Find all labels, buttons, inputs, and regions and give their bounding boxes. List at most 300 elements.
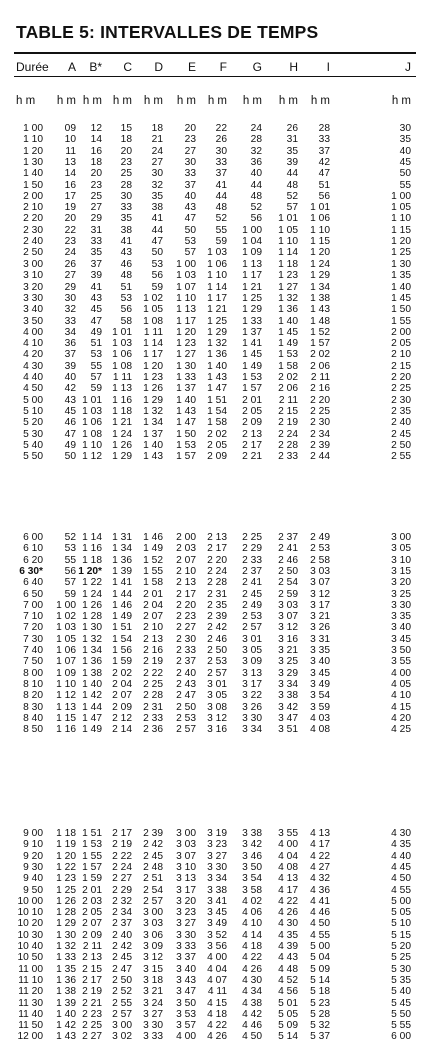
duration-cell: 4 50 [23,383,43,395]
value-cell: 3 15 [391,565,411,577]
value-cell: 1 07 [176,281,196,293]
value-cell: 1 10 [56,678,76,690]
value-cell: 4 07 [207,974,227,986]
column-header-row [0,60,432,74]
value-cell: 4 50 [242,1031,262,1042]
value-cell: 38 [120,224,132,236]
value-cell: 3 09 [143,941,163,952]
duration-cell: 1 10 [23,134,43,146]
value-cell: 32 [151,179,163,191]
value-cell: 1 15 [391,224,411,236]
value-cell: 28 [250,134,262,146]
value-cell: 2 39 [143,828,163,839]
value-cell: 2 53 [207,656,227,668]
units-row [0,95,432,106]
value-cell: 1 24 [310,259,330,270]
table-row [0,964,432,975]
value-cell: 1 45 [242,349,262,361]
table-row [0,577,432,588]
unit-label: h m [176,95,196,107]
value-cell: 1 13 [112,383,132,395]
value-cell: 44 [286,168,298,180]
value-cell: 19 [64,202,76,214]
value-cell: 2 13 [207,532,227,543]
duration-cell: 11 10 [18,974,43,986]
value-cell: 35 [286,145,298,157]
value-cell: 2 01 [143,588,163,600]
value-cell: 33 [215,156,227,168]
value-cell: 28 [120,179,132,191]
value-cell: 2 20 [391,372,411,383]
value-cell: 1 17 [242,270,262,282]
value-cell: 44 [215,190,227,202]
table-row [0,724,432,735]
value-cell: 25 [90,190,102,202]
value-cell: 1 37 [143,428,163,440]
value-cell: 1 33 [242,315,262,327]
value-cell: 3 12 [143,952,163,964]
unit-label: h m [16,95,36,107]
value-cell: 3 30 [242,712,262,724]
duration-cell: 2 50 [23,247,43,259]
table-row [0,873,432,884]
value-cell: 1 20 [391,236,411,247]
value-cell: 1 26 [143,383,163,395]
duration-cell: 6 10 [23,543,43,555]
unit-label: h m [242,95,262,107]
table-row [0,361,432,372]
value-cell: 1 53 [242,372,262,383]
table-row [0,429,432,440]
value-cell: 1 53 [278,349,298,361]
table-row [0,930,432,941]
value-cell: 1 40 [82,678,102,690]
value-cell: 2 57 [176,724,196,736]
value-cell: 2 45 [242,588,262,600]
value-cell: 24 [151,145,163,157]
table-row [0,157,432,168]
value-cell: 42 [318,156,330,168]
value-cell: 1 14 [82,532,102,543]
value-cell: 45 [90,304,102,316]
value-cell: 1 15 [56,712,76,724]
value-cell: 4 00 [391,667,411,679]
value-cell: 15 [120,123,132,134]
value-cell: 5 15 [391,929,411,941]
value-cell: 1 06 [207,259,227,270]
value-cell: 1 10 [391,213,411,225]
value-cell: 16 [64,179,76,191]
value-cell: 2 53 [310,543,330,555]
value-cell: 1 00 [391,190,411,202]
table-row [0,349,432,360]
value-cell: 3 54 [310,690,330,702]
value-cell: 1 36 [207,349,227,361]
value-cell: 2 50 [278,565,298,577]
value-cell: 22 [215,123,227,134]
value-cell: 55 [399,179,411,191]
value-cell: 1 38 [310,292,330,304]
value-cell: 5 09 [310,963,330,975]
value-cell: 2 02 [207,428,227,440]
value-cell: 1 46 [143,532,163,543]
value-cell: 4 20 [391,712,411,724]
value-cell: 1 03 [112,338,132,350]
value-cell: 4 55 [391,884,411,896]
value-cell: 2 57 [242,622,262,634]
value-cell: 3 00 [176,828,196,839]
value-cell: 3 01 [207,678,227,690]
duration-cell: 11 40 [18,1008,43,1020]
value-cell: 2 15 [82,963,102,975]
value-cell: 1 17 [176,315,196,327]
duration-cell: 3 10 [23,270,43,282]
value-cell: 1 49 [82,724,102,736]
duration-cell: 10 40 [17,941,43,952]
value-cell: 2 21 [242,451,262,463]
value-cell: 22 [64,224,76,236]
value-cell: 5 01 [278,997,298,1009]
value-cell: 3 54 [242,873,262,885]
value-cell: 2 21 [82,997,102,1009]
value-cell: 1 01 [310,202,330,214]
table-row [0,907,432,918]
value-cell: 1 03 [56,622,76,634]
value-cell: 2 20 [176,599,196,611]
value-cell: 2 30 [176,633,196,645]
value-cell: 3 40 [391,622,411,634]
value-cell: 51 [318,179,330,191]
value-cell: 2 34 [112,907,132,919]
table-row [0,918,432,929]
value-cell: 37 [215,168,227,180]
value-cell: 4 50 [391,873,411,885]
value-cell: 2 07 [112,690,132,702]
value-cell: 1 16 [112,394,132,406]
duration-cell: 7 50 [23,656,43,668]
table-row [0,532,432,543]
value-cell: 2 22 [112,850,132,862]
table-row [0,862,432,873]
value-cell: 18 [120,134,132,146]
value-cell: 2 50 [207,645,227,656]
value-cell: 2 02 [278,372,298,383]
value-cell: 1 08 [82,428,102,440]
value-cell: 4 46 [310,907,330,919]
value-cell: 49 [90,326,102,338]
duration-cell: 7 10 [23,611,43,623]
value-cell: 2 16 [310,383,330,395]
table-row [0,247,432,258]
value-cell: 1 49 [278,338,298,350]
value-cell: 2 53 [176,712,196,724]
value-cell: 1 47 [176,417,196,429]
value-cell: 2 07 [82,918,102,930]
value-cell: 5 50 [391,1008,411,1020]
value-cell: 1 25 [242,292,262,304]
value-cell: 3 07 [278,611,298,623]
value-cell: 4 42 [242,1008,262,1020]
value-cell: 35 [399,134,411,146]
table-row [0,566,432,577]
value-cell: 31 [90,224,102,236]
value-cell: 5 20 [391,941,411,952]
value-cell: 3 03 [143,918,163,930]
value-cell: 1 29 [242,304,262,316]
value-cell: 3 00 [112,1020,132,1032]
value-cell: 3 10 [391,554,411,566]
value-cell: 1 30 [176,360,196,372]
value-cell: 1 14 [143,338,163,350]
value-cell: 2 37 [242,565,262,577]
value-cell: 4 22 [310,850,330,862]
table-row [0,896,432,907]
value-cell: 2 41 [242,577,262,589]
value-cell: 1 47 [82,712,102,724]
value-cell: 1 27 [176,349,196,361]
value-cell: 3 17 [310,599,330,611]
value-cell: 5 45 [391,997,411,1009]
value-cell: 1 21 [207,304,227,316]
value-cell: 37 [64,349,76,361]
value-cell: 1 51 [82,828,102,839]
duration-cell: 7 00 [23,599,43,611]
value-cell: 1 12 [82,451,102,463]
value-cell: 3 42 [242,839,262,851]
value-cell: 1 46 [112,599,132,611]
value-cell: 25 [120,168,132,180]
value-cell: 4 18 [207,1008,227,1020]
value-cell: 50 [64,451,76,463]
value-cell: 44 [151,224,163,236]
value-cell: 3 18 [143,974,163,986]
value-cell: 1 06 [56,645,76,656]
value-cell: 2 46 [278,554,298,566]
table-row [0,282,432,293]
value-cell: 3 41 [207,895,227,907]
value-cell: 40 [64,372,76,383]
value-cell: 1 17 [207,292,227,304]
value-cell: 34 [64,326,76,338]
value-cell: 1 23 [143,372,163,383]
value-cell: 2 40 [176,667,196,679]
value-cell: 1 54 [207,405,227,417]
value-cell: 2 41 [278,543,298,555]
value-cell: 33 [64,315,76,327]
value-cell: 1 10 [207,270,227,282]
value-cell: 3 50 [391,645,411,656]
unit-label: h m [278,95,298,107]
value-cell: 3 46 [242,850,262,862]
table-row [0,316,432,327]
value-cell: 52 [215,213,227,225]
value-cell: 3 21 [310,611,330,623]
value-cell: 1 42 [56,1020,76,1032]
value-cell: 13 [64,156,76,168]
duration-cell: 1 20 [23,145,43,157]
value-cell: 1 14 [278,247,298,259]
value-cell: 43 [90,292,102,304]
value-cell: 41 [90,281,102,293]
table-row [0,338,432,349]
value-cell: 57 [90,372,102,383]
value-cell: 2 13 [143,633,163,645]
duration-cell: 10 10 [17,907,43,919]
unit-label: h m [56,95,76,107]
value-cell: 2 43 [176,678,196,690]
value-cell: 3 45 [310,667,330,679]
value-cell: 43 [120,247,132,259]
value-cell: 52 [64,532,76,543]
value-cell: 2 37 [112,918,132,930]
value-cell: 1 40 [143,439,163,451]
duration-cell: 1 40 [23,168,43,180]
value-cell: 1 52 [143,554,163,566]
value-cell: 3 25 [391,588,411,600]
value-cell: 59 [151,281,163,293]
value-cell: 32 [64,304,76,316]
value-cell: 2 13 [176,577,196,589]
value-cell: 26 [215,134,227,146]
value-cell: 3 40 [176,963,196,975]
duration-cell: 9 00 [23,828,43,839]
value-cell: 2 52 [112,986,132,998]
duration-cell: 10 30 [17,929,43,941]
value-cell: 3 03 [278,599,298,611]
value-cell: 1 10 [278,236,298,247]
value-cell: 3 05 [207,690,227,702]
table-row [0,713,432,724]
value-cell: 2 11 [310,372,330,383]
duration-cell: 11 50 [18,1020,43,1032]
duration-cell: 9 10 [23,839,43,851]
value-cell: 2 24 [278,428,298,440]
value-cell: 2 28 [207,577,227,589]
value-cell: 2 25 [242,532,262,543]
value-cell: 2 20 [207,554,227,566]
value-cell: 1 29 [207,326,227,338]
value-cell: 1 54 [112,633,132,645]
value-cell: 5 14 [310,974,330,986]
value-cell: 4 22 [242,952,262,964]
value-cell: 2 17 [242,439,262,451]
table-row [0,1009,432,1020]
value-cell: 2 40 [112,929,132,941]
value-cell: 1 53 [176,439,196,451]
value-cell: 4 05 [391,678,411,690]
table-row [0,679,432,690]
value-cell: 3 25 [278,656,298,668]
value-cell: 6 00 [391,1031,411,1042]
duration-cell: 4 00 [23,326,43,338]
value-cell: 1 36 [278,304,298,316]
value-cell: 2 49 [310,532,330,543]
value-cell: 1 13 [176,304,196,316]
value-cell: 1 55 [391,315,411,327]
value-cell: 2 28 [278,439,298,451]
value-cell: 2 33 [278,451,298,463]
table-row [0,270,432,281]
value-cell: 1 36 [56,974,76,986]
value-cell: 2 33 [176,645,196,656]
value-cell: 17 [64,190,76,202]
value-cell: 1 21 [112,417,132,429]
duration-cell: 11 00 [18,963,43,975]
value-cell: 5 32 [310,1020,330,1032]
table-row [0,998,432,1009]
duration-cell: 8 30 [23,701,43,713]
value-cell: 2 46 [207,633,227,645]
value-cell: 1 14 [207,281,227,293]
value-cell: 3 31 [310,633,330,645]
value-cell: 1 36 [82,656,102,668]
table-row [0,327,432,338]
value-cell: 1 04 [242,236,262,247]
value-cell: 1 13 [242,259,262,270]
value-cell: 1 58 [143,577,163,589]
value-cell: 1 31 [112,532,132,543]
value-cell: 4 48 [278,963,298,975]
value-cell: 1 29 [56,918,76,930]
value-cell: 1 47 [207,383,227,395]
value-cell: 3 02 [112,1031,132,1042]
value-cell: 18 [151,123,163,134]
table-row [0,668,432,679]
value-cell: 4 22 [278,895,298,907]
value-cell: 20 [64,213,76,225]
value-cell: 1 26 [112,439,132,451]
value-cell: 20 [120,145,132,157]
value-cell: 24 [250,123,262,134]
duration-cell: 10 00 [17,895,43,907]
value-cell: 1 33 [56,952,76,964]
value-cell: 30 [184,156,196,168]
value-cell: 51 [120,281,132,293]
value-cell: 52 [250,202,262,214]
header-col-b-star: B* [89,60,102,74]
value-cell: 1 23 [56,873,76,885]
value-cell: 23 [120,156,132,168]
value-cell: 2 29 [112,884,132,896]
value-cell: 2 01 [242,394,262,406]
value-cell: 3 27 [207,850,227,862]
value-cell: 58 [120,315,132,327]
value-cell: 2 00 [176,532,196,543]
value-cell: 2 06 [278,383,298,395]
value-cell: 3 38 [278,690,298,702]
table-row [0,225,432,236]
value-cell: 1 40 [391,281,411,293]
value-cell: 3 07 [176,850,196,862]
value-cell: 3 37 [176,952,196,964]
value-cell: 2 11 [82,941,102,952]
value-cell: 1 05 [391,202,411,214]
value-cell: 2 03 [82,895,102,907]
value-cell: 33 [120,202,132,214]
value-cell: 1 02 [56,611,76,623]
value-cell: 2 50 [176,701,196,713]
value-cell: 2 13 [82,952,102,964]
value-cell: 1 58 [207,417,227,429]
value-cell: 2 03 [176,543,196,555]
table-row [0,180,432,191]
value-cell: 23 [64,236,76,247]
value-cell: 51 [90,338,102,350]
value-cell: 5 00 [310,941,330,952]
value-cell: 1 57 [82,861,102,873]
value-cell: 1 55 [82,850,102,862]
value-cell: 3 26 [242,701,262,713]
